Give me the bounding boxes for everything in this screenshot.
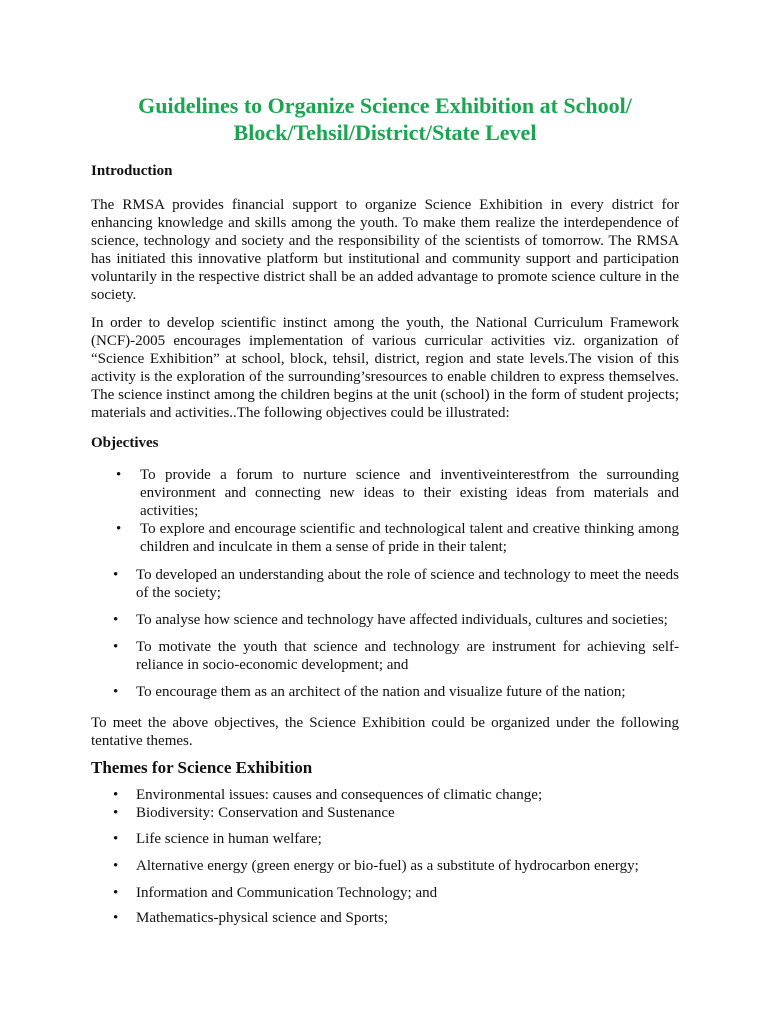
objectives-heading: Objectives [91, 435, 159, 451]
objective-text: To explore and encourage scientific and technological talent and creative thinking among children and inculcate in them a sense of pride in their talent; [140, 521, 679, 555]
theme-text: Environmental issues: causes and consequences of climatic change; [136, 787, 543, 803]
theme-text: Life science in human welfare; [136, 831, 322, 847]
objective-text: To analyse how science and technology have affected individuals, cultures and societies; [136, 612, 668, 628]
themes-heading: Themes for Science Exhibition [91, 758, 313, 777]
bullet-icon: • [113, 831, 119, 847]
title-line-1: Guidelines to Organize Science Exhibition at School/ [138, 93, 632, 118]
theme-text: Alternative energy (green energy or bio-fuel) as a substitute of hydrocarbon energy; [136, 858, 639, 874]
objective-text: To motivate the youth that science and technology are instrument for achieving self-reliance in socio-economic development; and [136, 639, 679, 673]
theme-text: Information and Communication Technology; and [136, 885, 438, 901]
bullet-icon: • [113, 787, 119, 803]
bullet-icon: • [113, 858, 119, 874]
objective-text: To developed an understanding about the role of science and technology to meet the needs of the society; [136, 567, 679, 601]
bullet-icon: • [113, 805, 119, 821]
page-title [0, 92, 770, 146]
introduction-paragraph-2: In order to develop scientific instinct among the youth, the National Curriculum Framework (NCF)-2005 encourages implementation of various curricular activities viz. organization of “Science Exhibition” at school, block, tehsil, district, region and state levels.The vision of this activity is the exploration of the surrounding’sresources to enable children to express themselves. The science instinct among the children begins at the unit (school) in the form of student projects; materials and activities..The following objectives could be illustrated: [91, 315, 679, 421]
objectives-closing-paragraph: To meet the above objectives, the Science Exhibition could be organized under the following tentative themes. [91, 715, 679, 749]
bullet-icon: • [116, 467, 122, 483]
title-line-2: Block/Tehsil/District/State Level [233, 120, 537, 145]
bullet-icon: • [113, 684, 119, 700]
bullet-icon: • [113, 885, 119, 901]
bullet-icon: • [113, 567, 119, 583]
bullet-icon: • [116, 521, 122, 537]
bullet-icon: • [113, 639, 119, 655]
introduction-heading: Introduction [91, 163, 173, 179]
introduction-paragraph-1: The RMSA provides financial support to organize Science Exhibition in every district for enhancing knowledge and skills among the youth. To make them realize the interdependence of science, technology and society and the responsibility of the scientists of tomorrow. The RMSA has initiated this innovative platform but institutional and community support and participation voluntarily in the respective district shall be an added advantage to promote science culture in the society. [91, 197, 679, 303]
bullet-icon: • [113, 910, 119, 926]
theme-text: Biodiversity: Conservation and Sustenance [136, 805, 395, 821]
objective-text: To provide a forum to nurture science and inventiveinterestfrom the surrounding environment and connecting new ideas to their existing ideas from materials and activities; [140, 467, 679, 519]
theme-text: Mathematics-physical science and Sports; [136, 910, 389, 926]
bullet-icon: • [113, 612, 119, 628]
objective-text: To encourage them as an architect of the nation and visualize future of the nation; [136, 684, 626, 700]
